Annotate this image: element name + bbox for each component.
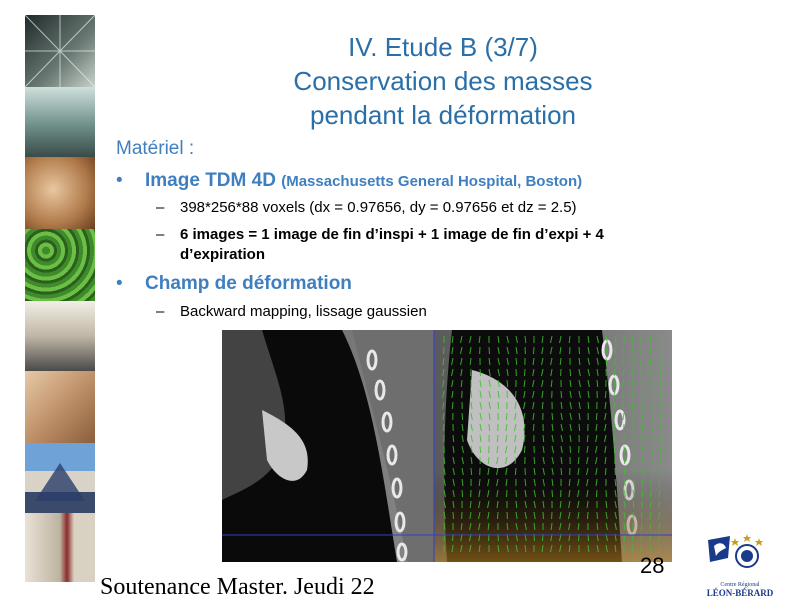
deformation-arrow [497,435,498,442]
deformation-arrow [605,391,606,398]
deformation-arrow [506,413,507,420]
deformation-arrow [497,512,498,519]
sub-item [180,198,577,218]
photo-corridor [25,513,95,582]
pyramid-shape [25,443,95,513]
deformation-arrow [543,435,544,442]
slide-title [200,30,686,132]
sub-item [180,225,604,245]
title-line: Conservation des masses [200,64,686,98]
photo-atrium [25,87,95,157]
deformation-arrow [642,413,643,420]
photo-bas-relief [25,371,95,443]
deformation-arrow [515,391,516,398]
deformation-arrow [462,413,463,420]
footer-text: Soutenance Master. Jeudi 22 [100,574,375,601]
bullet-item [145,273,352,295]
deformation-arrow [552,490,553,497]
deformation-arrow [614,369,615,376]
section-label: Matériel : [116,138,194,160]
deformation-arrow [462,490,463,497]
ct-scan-image [222,330,672,562]
title-line: IV. Etude B (3/7) [200,30,686,64]
glass-roof-lines [25,15,95,87]
deformation-arrow [561,468,562,475]
deformation-arrow [471,391,472,398]
deformation-arrow [632,402,633,409]
centre-leon-berard-logo [700,528,780,590]
logo-caption [702,582,778,598]
photo-ivy [25,229,95,301]
deformation-arrow [623,424,624,431]
deformation-arrow [660,369,661,376]
deformation-arrow [570,446,571,453]
page-number: 28 [640,553,664,579]
deformation-arrow [453,512,454,519]
deformation-arrow [579,424,580,431]
deformation-arrow [471,468,472,475]
deformation-arrow [443,424,444,431]
deformation-arrow [443,347,444,354]
bullet-note: (Massachusetts General Hospital, Boston) [281,173,582,190]
decorative-photo-strip [25,15,95,582]
dash-glyph: – [156,302,164,322]
deformation-arrow [533,424,534,431]
sub-item-continuation: d’expiration [180,245,265,265]
photo-sculpture [25,157,95,229]
deformation-arrow [552,413,553,420]
logo-caption-small: Centre Régional [702,582,778,588]
sub-item [180,302,427,322]
dash-glyph: – [156,225,164,245]
deformation-arrow [480,369,481,376]
deformation-arrow [588,402,589,409]
ct-scan-figure [222,330,672,562]
sub-item-text: Backward mapping, lissage gaussien [180,303,427,320]
deformation-arrow [489,347,490,354]
lion-crest-icon [700,528,780,578]
bullet-dot: • [116,273,123,295]
deformation-arrow [587,435,588,442]
deformation-arrow [453,435,454,442]
deformation-arrow [489,424,490,431]
deformation-arrow [524,369,525,376]
photo-building [25,443,95,513]
deformation-arrow [543,512,544,519]
bullet-text: Image TDM 4D [145,170,276,191]
ct-right-panel [434,330,672,562]
deformation-arrow [533,347,534,354]
photo-waiting-room [25,301,95,371]
deformation-arrow [480,446,481,453]
dash-glyph: – [156,198,164,218]
sub-item-text: 6 images = 1 image de fin d’inspi + 1 image de fin d’expi + 4 [180,226,604,243]
deformation-arrow [642,490,643,497]
deformation-arrow [506,490,507,497]
deformation-arrow [651,391,652,398]
bullet-text: Champ de déformation [145,273,352,294]
title-line: pendant la déformation [200,98,686,132]
deformation-arrow [614,446,615,453]
deformation-arrow [515,468,516,475]
deformation-arrow [651,468,652,475]
photo-glass-roof [25,15,95,87]
deformation-arrow [524,446,525,453]
deformation-arrow [605,468,606,475]
deformation-arrow [561,391,562,398]
sub-item-text: 398*256*88 voxels (dx = 0.97656, dy = 0.97656 et dz = 2.5) [180,199,577,216]
deformation-arrow [570,369,571,376]
deformation-arrow [623,347,624,354]
bullet-dot: • [116,170,123,192]
deformation-arrow [660,446,661,453]
ct-left-panel [222,330,434,562]
bullet-item [145,170,582,192]
deformation-arrow [596,413,597,420]
logo-caption-name: LÉON-BÉRARD [702,588,778,598]
deformation-arrow [579,347,580,354]
deformation-arrow [596,490,597,497]
